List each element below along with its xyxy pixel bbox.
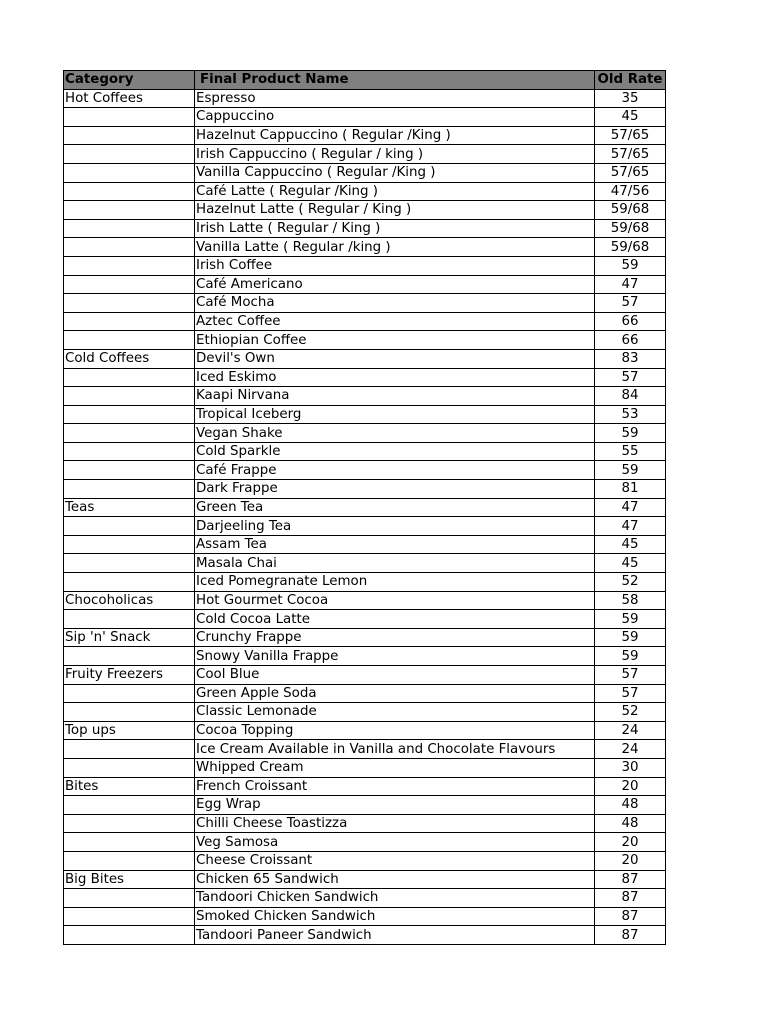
header-row — [64, 71, 666, 90]
table-row — [64, 405, 666, 424]
product-name-cell: Hazelnut Latte ( Regular / King ) — [195, 201, 595, 220]
product-name-cell: Kaapi Nirvana — [195, 387, 595, 406]
product-name-cell: Whipped Cream — [195, 758, 595, 777]
table-row — [64, 126, 666, 145]
category-cell: Fruity Freezers — [64, 666, 195, 685]
old-rate-cell: 52 — [595, 703, 666, 722]
table-row — [64, 517, 666, 536]
table-row — [64, 758, 666, 777]
category-cell — [64, 814, 195, 833]
old-rate-cell: 59/68 — [595, 238, 666, 257]
product-name-cell: Green Apple Soda — [195, 684, 595, 703]
table-row — [64, 777, 666, 796]
category-cell — [64, 219, 195, 238]
table-row — [64, 814, 666, 833]
product-name-cell: Café Americano — [195, 275, 595, 294]
old-rate-cell: 55 — [595, 442, 666, 461]
table-row — [64, 926, 666, 945]
table-row — [64, 331, 666, 350]
old-rate-cell: 57/65 — [595, 145, 666, 164]
old-rate-cell: 57/65 — [595, 126, 666, 145]
old-rate-cell: 47/56 — [595, 182, 666, 201]
old-rate-cell: 59 — [595, 628, 666, 647]
category-cell — [64, 405, 195, 424]
table-row — [64, 684, 666, 703]
old-rate-cell: 59 — [595, 647, 666, 666]
table-row — [64, 424, 666, 443]
old-rate-cell: 59/68 — [595, 201, 666, 220]
table-row — [64, 870, 666, 889]
old-rate-cell: 20 — [595, 851, 666, 870]
table-row — [64, 889, 666, 908]
category-cell: Cold Coffees — [64, 349, 195, 368]
product-name-cell: Iced Pomegranate Lemon — [195, 573, 595, 592]
category-cell — [64, 647, 195, 666]
old-rate-cell: 59 — [595, 610, 666, 629]
product-name-cell: Devil's Own — [195, 349, 595, 368]
product-name-cell: Vegan Shake — [195, 424, 595, 443]
old-rate-cell: 87 — [595, 907, 666, 926]
product-name-cell: Irish Latte ( Regular / King ) — [195, 219, 595, 238]
table-row — [64, 740, 666, 759]
product-name-cell: Darjeeling Tea — [195, 517, 595, 536]
table-row — [64, 145, 666, 164]
old-rate-cell: 35 — [595, 89, 666, 108]
old-rate-cell: 45 — [595, 108, 666, 127]
category-cell — [64, 573, 195, 592]
product-name-cell: Irish Coffee — [195, 256, 595, 275]
category-cell — [64, 275, 195, 294]
product-name-cell: Espresso — [195, 89, 595, 108]
category-cell — [64, 256, 195, 275]
product-name-cell: Crunchy Frappe — [195, 628, 595, 647]
old-rate-cell: 87 — [595, 926, 666, 945]
product-name-cell: Cappuccino — [195, 108, 595, 127]
old-rate-cell: 59 — [595, 256, 666, 275]
product-name-cell: Hazelnut Cappuccino ( Regular /King ) — [195, 126, 595, 145]
category-header: Category — [64, 71, 195, 90]
category-cell — [64, 684, 195, 703]
old-rate-cell: 45 — [595, 554, 666, 573]
old-rate-cell: 57/65 — [595, 163, 666, 182]
product-name-cell: Egg Wrap — [195, 796, 595, 815]
old-rate-cell: 59 — [595, 461, 666, 480]
category-cell — [64, 331, 195, 350]
old-rate-cell: 47 — [595, 498, 666, 517]
table-row — [64, 833, 666, 852]
category-cell — [64, 294, 195, 313]
old-rate-cell: 87 — [595, 889, 666, 908]
product-name-cell: Hot Gourmet Cocoa — [195, 591, 595, 610]
product-name-cell: Classic Lemonade — [195, 703, 595, 722]
product-name-cell: Tandoori Paneer Sandwich — [195, 926, 595, 945]
table-row — [64, 610, 666, 629]
table-row — [64, 256, 666, 275]
product-name-cell: Cheese Croissant — [195, 851, 595, 870]
table-row — [64, 851, 666, 870]
category-cell — [64, 907, 195, 926]
category-cell — [64, 480, 195, 499]
table-row — [64, 535, 666, 554]
table-row — [64, 182, 666, 201]
category-cell — [64, 758, 195, 777]
old-rate-header: Old Rate — [595, 71, 666, 90]
product-name-cell: Tandoori Chicken Sandwich — [195, 889, 595, 908]
table-row — [64, 573, 666, 592]
category-cell: Big Bites — [64, 870, 195, 889]
category-cell — [64, 368, 195, 387]
category-cell: Sip 'n' Snack — [64, 628, 195, 647]
table-row — [64, 238, 666, 257]
old-rate-cell: 81 — [595, 480, 666, 499]
product-name-cell: Café Mocha — [195, 294, 595, 313]
table-row — [64, 201, 666, 220]
old-rate-cell: 57 — [595, 666, 666, 685]
product-name-cell: Café Latte ( Regular /King ) — [195, 182, 595, 201]
price-table — [63, 70, 666, 945]
old-rate-cell: 52 — [595, 573, 666, 592]
category-cell — [64, 387, 195, 406]
table-row — [64, 666, 666, 685]
table-row — [64, 647, 666, 666]
old-rate-cell: 30 — [595, 758, 666, 777]
table-row — [64, 89, 666, 108]
category-cell: Top ups — [64, 721, 195, 740]
product-name-cell: Iced Eskimo — [195, 368, 595, 387]
category-cell — [64, 796, 195, 815]
category-cell: Bites — [64, 777, 195, 796]
category-cell — [64, 424, 195, 443]
category-cell — [64, 554, 195, 573]
product-name-cell: Cold Sparkle — [195, 442, 595, 461]
category-cell — [64, 312, 195, 331]
table-row — [64, 703, 666, 722]
table-row — [64, 907, 666, 926]
product-name-cell: Tropical Iceberg — [195, 405, 595, 424]
old-rate-cell: 84 — [595, 387, 666, 406]
old-rate-cell: 47 — [595, 517, 666, 536]
category-cell — [64, 238, 195, 257]
category-cell — [64, 889, 195, 908]
category-cell — [64, 108, 195, 127]
old-rate-cell: 59/68 — [595, 219, 666, 238]
old-rate-cell: 58 — [595, 591, 666, 610]
category-cell — [64, 740, 195, 759]
old-rate-cell: 59 — [595, 424, 666, 443]
product-name-cell: Ethiopian Coffee — [195, 331, 595, 350]
old-rate-cell: 48 — [595, 796, 666, 815]
product-name-cell: Cool Blue — [195, 666, 595, 685]
product-name-cell: Vanilla Cappuccino ( Regular /King ) — [195, 163, 595, 182]
product-name-cell: Snowy Vanilla Frappe — [195, 647, 595, 666]
table-row — [64, 721, 666, 740]
old-rate-cell: 53 — [595, 405, 666, 424]
table-row — [64, 498, 666, 517]
category-cell — [64, 610, 195, 629]
table-row — [64, 554, 666, 573]
category-cell — [64, 163, 195, 182]
category-cell — [64, 926, 195, 945]
table-row — [64, 461, 666, 480]
old-rate-cell: 20 — [595, 777, 666, 796]
product-name-cell: Masala Chai — [195, 554, 595, 573]
category-cell — [64, 461, 195, 480]
table-row — [64, 349, 666, 368]
category-cell — [64, 145, 195, 164]
old-rate-cell: 24 — [595, 740, 666, 759]
table-row — [64, 442, 666, 461]
product-name-cell: Irish Cappuccino ( Regular / king ) — [195, 145, 595, 164]
product-name-cell: Green Tea — [195, 498, 595, 517]
category-cell: Teas — [64, 498, 195, 517]
old-rate-cell: 57 — [595, 294, 666, 313]
table-row — [64, 387, 666, 406]
product-name-cell: Cold Cocoa Latte — [195, 610, 595, 629]
old-rate-cell: 66 — [595, 331, 666, 350]
product-name-cell: Chilli Cheese Toastizza — [195, 814, 595, 833]
table-row — [64, 628, 666, 647]
product-name-cell: Smoked Chicken Sandwich — [195, 907, 595, 926]
old-rate-cell: 48 — [595, 814, 666, 833]
table-row — [64, 163, 666, 182]
table-row — [64, 294, 666, 313]
product-name-cell: Ice Cream Available in Vanilla and Chocolate Flavours — [195, 740, 595, 759]
old-rate-cell: 20 — [595, 833, 666, 852]
category-cell — [64, 442, 195, 461]
table-row — [64, 219, 666, 238]
category-cell — [64, 833, 195, 852]
old-rate-cell: 47 — [595, 275, 666, 294]
old-rate-cell: 24 — [595, 721, 666, 740]
table-row — [64, 591, 666, 610]
product-name-cell: Café Frappe — [195, 461, 595, 480]
category-cell — [64, 851, 195, 870]
old-rate-cell: 57 — [595, 684, 666, 703]
product-name-cell: Veg Samosa — [195, 833, 595, 852]
category-cell: Chocoholicas — [64, 591, 195, 610]
table-row — [64, 312, 666, 331]
old-rate-cell: 87 — [595, 870, 666, 889]
category-cell — [64, 535, 195, 554]
table-body — [64, 89, 666, 944]
table-row — [64, 480, 666, 499]
old-rate-cell: 83 — [595, 349, 666, 368]
old-rate-cell: 57 — [595, 368, 666, 387]
category-cell — [64, 703, 195, 722]
product-name-cell: Aztec Coffee — [195, 312, 595, 331]
table-row — [64, 796, 666, 815]
old-rate-cell: 45 — [595, 535, 666, 554]
table-row — [64, 368, 666, 387]
category-cell — [64, 201, 195, 220]
product-name-cell: Chicken 65 Sandwich — [195, 870, 595, 889]
old-rate-cell: 66 — [595, 312, 666, 331]
category-cell: Hot Coffees — [64, 89, 195, 108]
product-name-cell: Dark Frappe — [195, 480, 595, 499]
product-name-cell: Cocoa Topping — [195, 721, 595, 740]
category-cell — [64, 182, 195, 201]
product-name-header: Final Product Name — [195, 71, 595, 90]
product-name-cell: French Croissant — [195, 777, 595, 796]
category-cell — [64, 126, 195, 145]
product-name-cell: Assam Tea — [195, 535, 595, 554]
table-row — [64, 275, 666, 294]
table-row — [64, 108, 666, 127]
category-cell — [64, 517, 195, 536]
product-name-cell: Vanilla Latte ( Regular /king ) — [195, 238, 595, 257]
